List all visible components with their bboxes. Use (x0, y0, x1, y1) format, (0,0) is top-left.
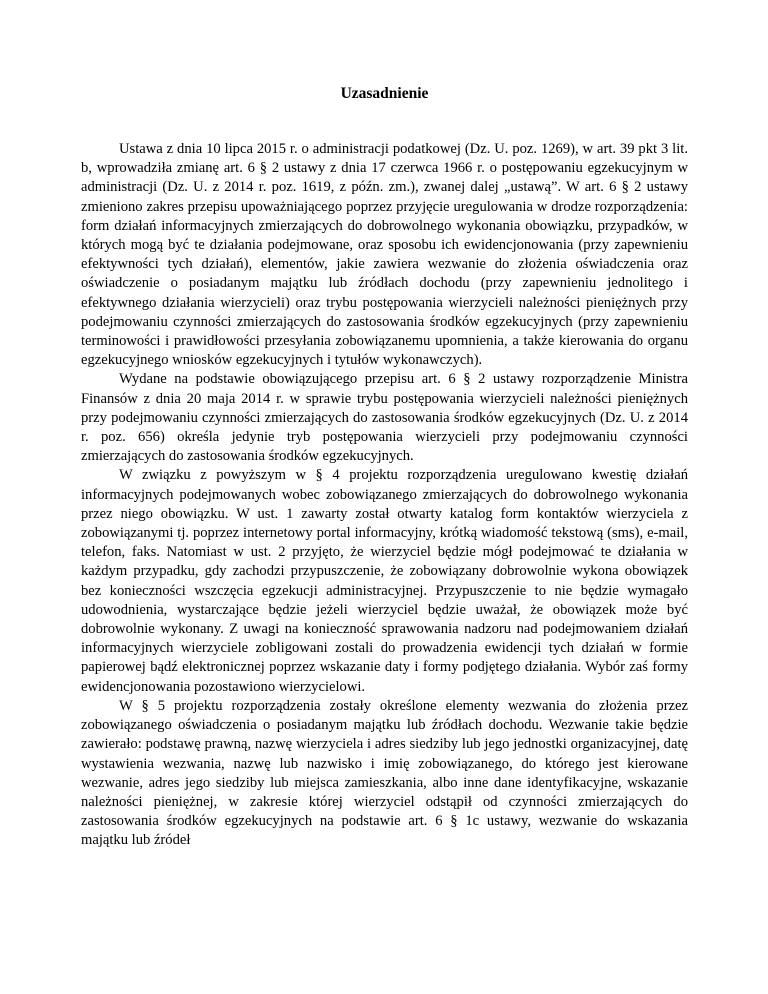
paragraph-4: W § 5 projektu rozporządzenia zostały określone elementy wezwania do złożenia przez zobowiązanego oświadczenia o posiadanym majątku lub źródłach dochodu. Wezwanie takie będzie zawierało: podstawę prawną, nazwę wierzyciela i adres siedziby lub jego jednostki organizacyjnej, datę wystawienia wezwania, nazwę lub nazwisko i imię zobowiązanego, do którego jest kierowane wezwanie, adres jego siedziby lub miejsca zamieszkania, albo inne dane identyfikacyjne, wskazanie należności pieniężnej, w zakresie której wierzyciel odstąpił od czynności zmierzających do zastosowania środków egzekucyjnych na podstawie art. 6 § 1c ustawy, wezwanie do wskazania majątku lub źródeł (81, 697, 688, 849)
document-page (81, 0, 688, 851)
paragraph-1: Ustawa z dnia 10 lipca 2015 r. o administracji podatkowej (Dz. U. poz. 1269), w art. 39 pkt 3 lit. b, wprowadziła zmianę art. 6 § 2 ustawy z dnia 17 czerwca 1966 r. o postępowaniu egzekucyjnym w administracji (Dz. U. z 2014 r. poz. 1619, z późn. zm.), zwanej dalej „ustawą”. W art. 6 § 2 ustawy zmieniono zakres przepisu upoważniającego poprzez przyjęcie uregulowania w drodze rozporządzenia: form działań informacyjnych zmierzających do dobrowolnego wykonania obowiązku, przypadków, w których mogą być te działania podejmowane, oraz sposobu ich ewidencjonowania (przy zapewnieniu efektywności tych działań), elementów, jakie zawiera wezwanie do złożenia oświadczenia oraz oświadczenie o posiadanym majątku lub źródłach dochodu (przy zapewnieniu jednolitego i efektywnego działania wierzycieli) oraz trybu postępowania wierzycieli należności pieniężnych przy podejmowaniu czynności zmierzających do zastosowania środków egzekucyjnych (przy zapewnieniu terminowości i prawidłowości przesyłania zobowiązanemu upomnienia, a także kierowania do organu egzekucyjnego wniosków egzekucyjnych i tytułów wykonawczych). (81, 141, 688, 369)
document-body (81, 140, 688, 851)
document-title: Uzasadnienie (340, 85, 429, 102)
paragraph-3: W związku z powyższym w § 4 projektu rozporządzenia uregulowano kwestię działań informacyjnych podejmowanych wobec zobowiązanego zmierzających do dobrowolnego wykonania przez niego obowiązku. W ust. 1 zawarty został otwarty katalog form kontaktów wierzyciela z zobowiązanymi tj. poprzez internetowy portal informacyjny, krótką wiadomość tekstową (sms), e-mail, telefon, faks. Natomiast w ust. 2 przyjęto, że wierzyciel będzie mógł podejmować te działania w każdym przypadku, gdy zachodzi przypuszczenie, że zobowiązany dobrowolnie wykona obowiązek bez konieczności wszczęcia egzekucji administracyjnej. Przypuszczenie to nie będzie wymagało udowodnienia, wystarczające będzie jeżeli wierzyciel będzie uważał, że obowiązek może być dobrowolnie wykonany. Z uwagi na konieczność sprawowania nadzoru nad podejmowaniem działań informacyjnych wierzyciele zobligowani zostali do prowadzenia ewidencji tych działań w formie papierowej bądź elektronicznej poprzez wskazanie daty i formy podjętego działania. Wybór zaś formy ewidencjonowania pozostawiono wierzycielowi. (81, 467, 688, 695)
paragraph-2: Wydane na podstawie obowiązującego przepisu art. 6 § 2 ustawy rozporządzenie Ministra Finansów z dnia 20 maja 2014 r. w sprawie trybu postępowania wierzycieli należności pieniężnych przy podejmowaniu czynności zmierzających do zastosowania środków egzekucyjnych (Dz. U. z 2014 r. poz. 656) określa jedynie tryb postępowania wierzycieli przy podejmowaniu czynności zmierzających do zastosowania środków egzekucyjnych. (81, 371, 688, 465)
